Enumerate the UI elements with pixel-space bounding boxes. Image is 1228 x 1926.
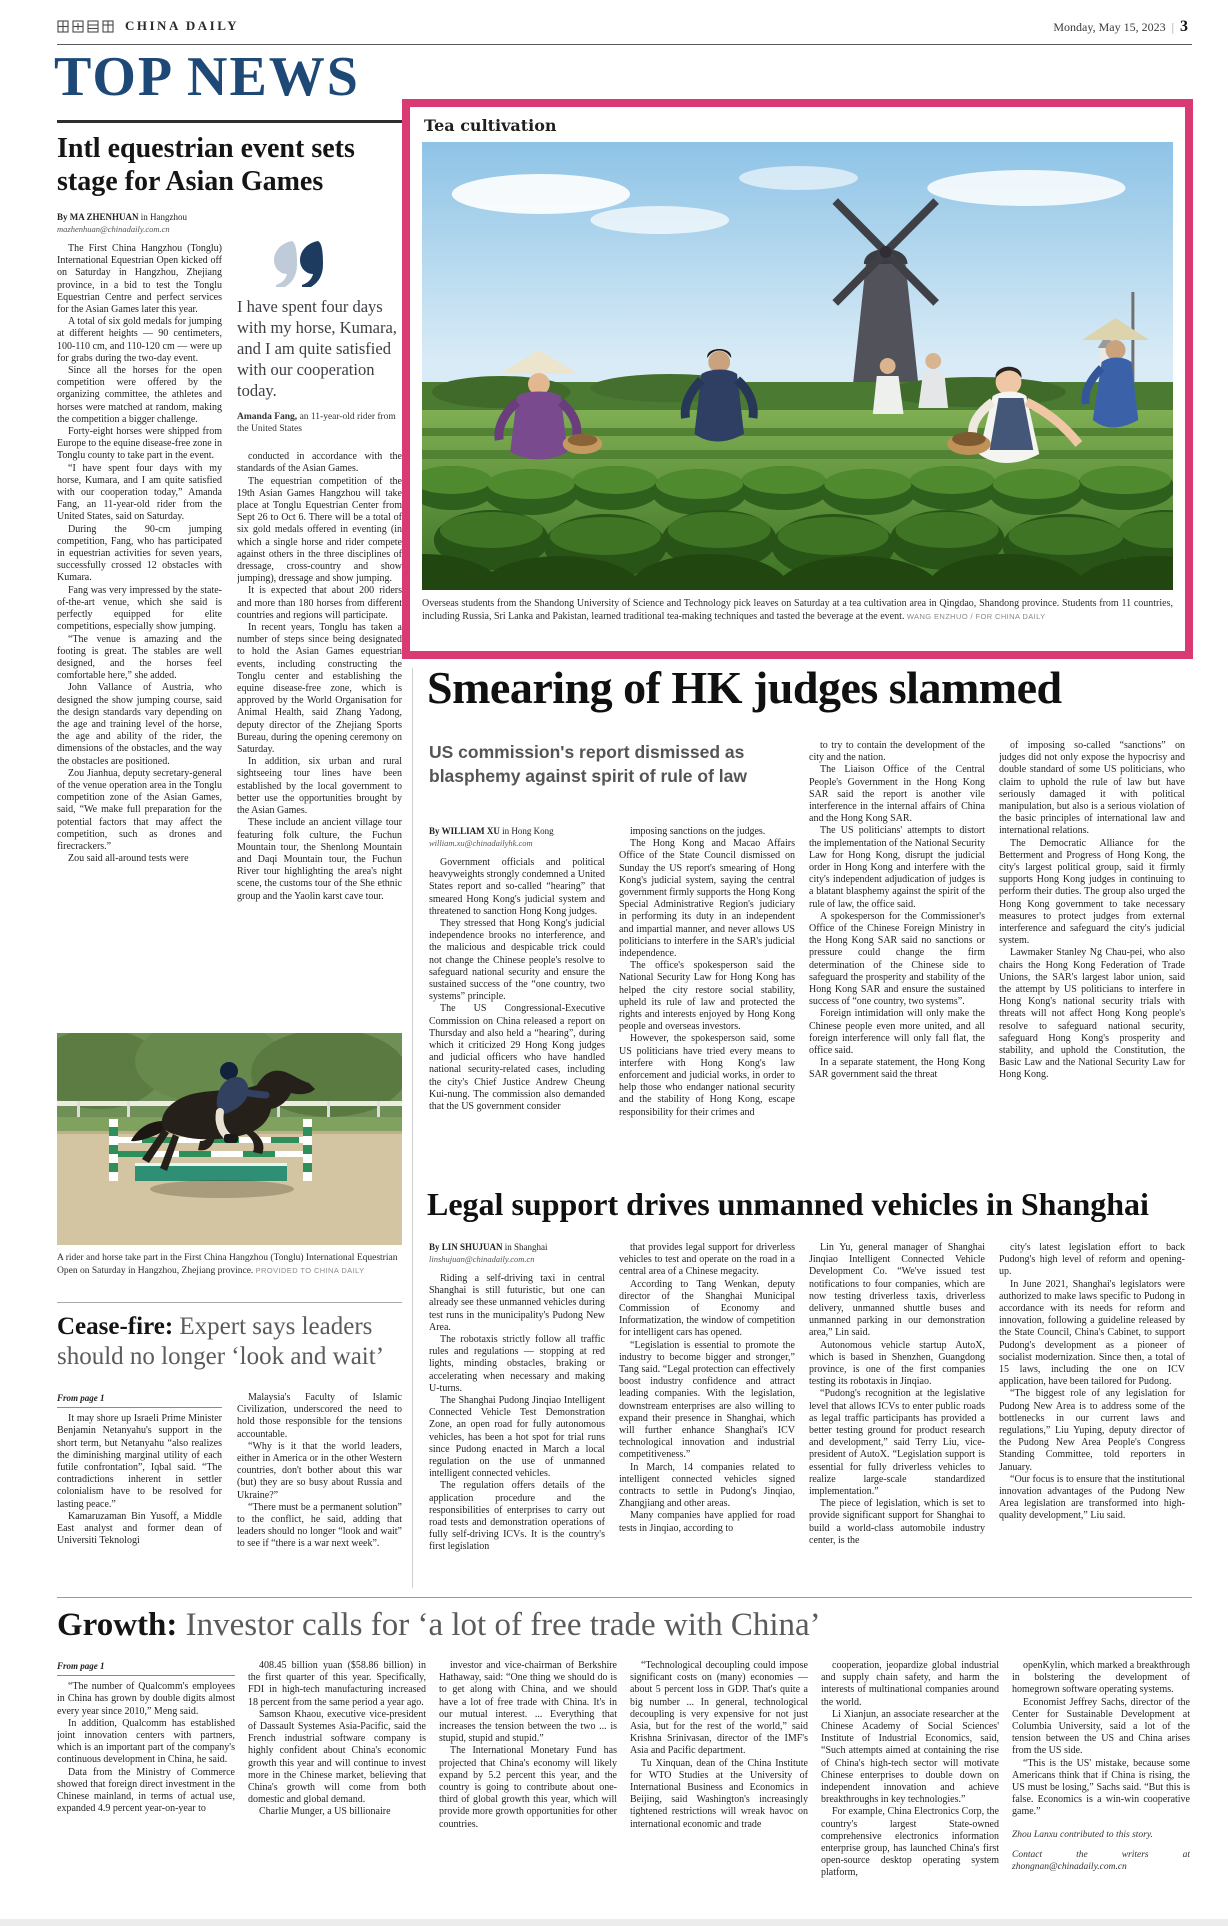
hk-headline: Smearing of HK judges slammed bbox=[427, 662, 1062, 713]
hk-body-3 bbox=[809, 740, 985, 1082]
body-paragraph: Samson Khaou, executive vice-president of Dassault Systemes Asia-Pacific, said the French industrial software company is highly confident about China's economic growth this year and will continue to invest more in the Chinese market, believing that China's growth will come from both domestic and global demand. bbox=[248, 1708, 426, 1806]
byline-email: linshujuan@chinadaily.com.cn bbox=[429, 1254, 535, 1264]
body-paragraph: Lin Yu, general manager of Shanghai Jinqiao Intelligent Connected Vehicle Development Co. “We've issued test notifications to four companies, which are now testing driverless taxis, driverless delivery, unmanned shuttle buses and unmanned parking in our demonstration area,” Lin said. bbox=[809, 1242, 985, 1339]
body-paragraph: “This is the US' mistake, because some Americans think that if China is rising, the US must be losing,” Sachs said. “But this is false. Economics is a win-win cooperative game.” bbox=[1012, 1757, 1190, 1818]
body-paragraph: Zou Jianhua, deputy secretary-general of the venue operation area in the Tonglu competition zone of the Asian Games, said, “We make full preparation for the potential factors that may affect the competition, such as drones and firecrackers.” bbox=[57, 767, 222, 852]
body-paragraph: “Why is it that the world leaders, either in America or in the other Western countries, don't bother about this war (but) they are so busy about Russia and Ukraine?” bbox=[237, 1440, 402, 1501]
body-paragraph: The Liaison Office of the Central People's Government in the Hong Kong SAR said the report is another vile interference in the internal affairs of China and the Hong Kong SAR. bbox=[809, 764, 985, 825]
tea-photo-illustration bbox=[422, 142, 1173, 590]
body-paragraph: Government officials and political heavyweights strongly condemned a United States report and so-called “hearing” that smeared Hong Kong's judicial system and threatened to sanction Hong Kong judges. bbox=[429, 857, 605, 917]
growth-col-6 bbox=[1012, 1660, 1190, 1912]
headline-kicker: Growth: bbox=[57, 1607, 178, 1643]
body-paragraph: However, the spokesperson said, some US politicians have tried every means to interfere with Hong Kong's law enforcement and judicial works, in order to help those who endanger national security and the stability of Hong Kong, escape responsibility for their crimes and bbox=[619, 1033, 795, 1118]
article-equestrian bbox=[57, 132, 402, 198]
growth-col-1 bbox=[57, 1660, 235, 1912]
body-paragraph: In addition, six urban and rural sightseeing tour lines have been established by the local government to better use the opportunities brought by the Asian Games. bbox=[237, 756, 402, 817]
body-paragraph: In addition, Qualcomm has established joint innovation centers with partners, which is an important part of the company's continuous development in China, he said. bbox=[57, 1717, 235, 1766]
body-paragraph: The regulation offers details of the application procedure and the responsibilities of enterprises to carry out road tests and demonstration operations of fully self-driving ICVs. It is the country's first legislation bbox=[429, 1480, 605, 1553]
body-paragraph: city's latest legislation effort to back Pudong's high level of reform and opening-up. bbox=[999, 1242, 1185, 1278]
pull-quote bbox=[237, 240, 402, 435]
column-divider bbox=[412, 668, 413, 1588]
body-paragraph: The US Congressional-Executive Commission on China released a report on Thursday and also held a “hearing”, during which it criticized 29 Hong Kong judges and judicial officers who have handled national security-related cases, including the city's Chief Justice Andrew Cheung Kui-nung. The commission also demanded that the US government consider bbox=[429, 1003, 605, 1113]
body-paragraph: Economist Jeffrey Sachs, director of the Center for Sustainable Development at Columbia University, said a lot of the tension between the US and China arises from the US side. bbox=[1012, 1696, 1190, 1757]
headline-kicker: Cease-fire: bbox=[57, 1313, 174, 1340]
shanghai-body-3 bbox=[809, 1242, 985, 1547]
body-paragraph: “The venue is amazing and the footing is great. The stables are well designed, and the horses feel comfortable here,” she added. bbox=[57, 633, 222, 682]
body-paragraph: In a separate statement, the Hong Kong SAR government said the threat bbox=[809, 1057, 985, 1081]
contact-note: Contact the writers at zhongnan@chinadaily.com.cn bbox=[1012, 1849, 1190, 1873]
growth-body-6 bbox=[1012, 1660, 1190, 1819]
body-paragraph: Forty-eight horses were shipped from Europe to the equine disease-free zone in Tonglu county to take part in the event. bbox=[57, 426, 222, 462]
ceasefire-col-2 bbox=[237, 1392, 402, 1588]
byline-email: mazhenhuan@chinadaily.com.cn bbox=[57, 224, 170, 234]
shanghai-body-1 bbox=[429, 1273, 605, 1554]
shanghai-col-4 bbox=[999, 1242, 1185, 1570]
body-paragraph: John Vallance of Austria, who designed the show jumping course, said the design standards vary depending on the age and training level of the horse, the age and ability of the rider, the dimensions of the obstacles, and the way the obstacles are positioned. bbox=[57, 682, 222, 767]
body-paragraph: During the 90-cm jumping competition, Fang, who has participated in equestrian activities for seven years, successfully crossed 12 obstacles with Kumara. bbox=[57, 523, 222, 584]
body-paragraph: The US politicians' attempts to distort the implementation of the National Security Law for Hong Kong, disrupt the judicial order in Hong Kong and interfere with the city's independent adjudication of judges is a blatant blasphemy against the spirit of the rule of law, the office said. bbox=[809, 825, 985, 910]
body-paragraph: Lawmaker Stanley Ng Chau-pei, who also chairs the Hong Kong Federation of Trade Unions, the SAR's largest labor union, said the attempt by US politicians to interfere in Hong Kong's national security trials with threats will not affect Hong Kong people's resolve to safeguard national security, safeguard Hong Kong's prosperity and stability, and uphold the Constitution, the Basic Law and the National Security Law for Hong Kong. bbox=[999, 947, 1185, 1081]
growth-body-3 bbox=[439, 1660, 617, 1831]
china-daily-cn-logo bbox=[57, 19, 115, 34]
body-paragraph: “There must be a permanent solution” to the conflict, he said, adding that leaders should no longer “look and wait” to see if “there is a war next week”. bbox=[237, 1501, 402, 1550]
pull-quote-attribution: Amanda Fang, an 11-year-old rider from the United States bbox=[237, 412, 396, 435]
body-paragraph: The robotaxis strictly follow all traffic rules and regulations — stopping at red lights, minding obstacles, braking or accelerating when necessary and making U-turns. bbox=[429, 1334, 605, 1394]
body-paragraph: “Legislation is essential to promote the industry to become bigger and stronger,” Tang said. “Legal protection can effectively boost industry confidence and attract leading companies. With the legislation, downstream enterprises are also willing to expand their presence in Shanghai, which will further enhance Shanghai's ICV technological innovation and industrial competitiveness.” bbox=[619, 1339, 795, 1461]
body-paragraph: imposing sanctions on the judges. bbox=[630, 826, 766, 837]
body-paragraph: For example, China Electronics Corp, the country's largest State-owned comprehensive electronics information enterprise group, has launched China's first open-source desktop operating system platform, bbox=[821, 1806, 999, 1879]
tea-kicker: Tea cultivation bbox=[424, 116, 557, 135]
horse-photo-credit: PROVIDED TO CHINA DAILY bbox=[255, 1265, 365, 1275]
page-number: 3 bbox=[1180, 18, 1188, 35]
equestrian-col-2 bbox=[237, 212, 402, 1028]
body-paragraph: Zou said all-around tests were bbox=[68, 853, 189, 865]
body-paragraph: In recent years, Tonglu has taken a number of steps since being designated to hold the Asian Games equestrian events, including constructing the Tonglu center and establishing the equine disease-free zone, which is approved by the World Organisation for Animal Health, said Zhang Yadong, deputy director of the Zhejiang Sports Bureau, during the opening ceremony on Saturday. bbox=[237, 622, 402, 756]
ceasefire-headline: Cease-fire: Expert says leaders should no longer ‘look and wait’ bbox=[57, 1313, 385, 1370]
body-paragraph: According to Tang Wenkan, deputy director of the Shanghai Municipal Commission of Economy and Informatization, the window of competition for intelligent cars has opened. bbox=[619, 1278, 795, 1339]
body-paragraph: The International Monetary Fund has projected that China's economy will likely expand by 5.2 percent this year, and the country is going to contribute about one-third of global growth this year, which will provide more growth opportunities for other countries. bbox=[439, 1745, 617, 1830]
body-paragraph: Kamaruzaman Bin Yusoff, a Middle East analyst and former dean of Universiti Teknologi bbox=[57, 1510, 222, 1547]
shanghai-col-2 bbox=[619, 1242, 795, 1570]
body-paragraph: to try to contain the development of the city and the nation. bbox=[809, 740, 985, 764]
issue-date: Monday, May 15, 2023 bbox=[1053, 20, 1166, 34]
divider bbox=[57, 1302, 402, 1303]
growth-col-3 bbox=[439, 1660, 617, 1912]
hk-col-4 bbox=[999, 740, 1185, 1174]
article-hk-judges bbox=[427, 662, 1192, 1176]
equestrian-col-1 bbox=[57, 212, 222, 1028]
masthead-rule bbox=[57, 44, 1192, 45]
body-paragraph: Autonomous vehicle startup AutoX, which is based in Shenzhen, Guangdong province, is one of the first companies testing its robotaxis in Jinqiao. bbox=[809, 1339, 985, 1388]
horse-jump-photo bbox=[57, 1033, 402, 1245]
equestrian-headline: Intl equestrian event sets stage for Asian Games bbox=[57, 133, 355, 197]
body-paragraph: Charlie Munger, a US billionaire bbox=[259, 1806, 391, 1818]
body-paragraph: “I have spent four days with my horse, Kumara, and I am quite satisfied with our cooperation today,” Amanda Fang, an 11-year-old rider from the United States, said on Saturday. bbox=[57, 462, 222, 523]
hk-body-1 bbox=[429, 857, 605, 1113]
ceasefire-body-2 bbox=[237, 1392, 402, 1551]
body-paragraph: “Pudong's recognition at the legislative level that allows ICVs to enter public roads as legal traffic participants has provided a better testing ground for product research and development,” said Terry Liu, vice-president of AutoX. “Legislation support is essential for fully driverless vehicles to realize large-scale standardized implementation.” bbox=[809, 1388, 985, 1498]
shanghai-body-2 bbox=[619, 1242, 795, 1535]
divider bbox=[57, 1597, 1192, 1598]
highlight-box bbox=[402, 99, 1193, 659]
body-paragraph: It may shore up Israeli Prime Minister Benjamin Netanyahu's support in the short term, but Netanyahu “also realizes the diminishing marginal utility of each futile confrontation”, Iqbal said. “The contradictions inherent in settler colonialism have to be resolved for lasting peace.” bbox=[57, 1413, 222, 1510]
body-paragraph: “The biggest role of any legislation for Pudong New Area is to address some of the bottlenecks in our current laws and regulations,” Liu Yuping, deputy director of the Pudong New Area People's Congress Standing Committee, told reporters in January. bbox=[999, 1388, 1185, 1473]
section-title: TOP NEWS bbox=[54, 46, 360, 108]
hk-col-2 bbox=[619, 826, 795, 1174]
body-paragraph: cooperation, jeopardize global industrial and supply chain safety, and harm the interests of multinational companies around the world. bbox=[821, 1660, 999, 1708]
from-page-note: From page 1 bbox=[57, 1660, 235, 1676]
body-paragraph: The Shanghai Pudong Jinqiao Intelligent Connected Vehicle Test Demonstration Zone, an open road for fully autonomous vehicles, has been a hot spot for trial runs since Pudong enacted in March a local regulation on the use of unmanned intelligent connected vehicles. bbox=[429, 1395, 605, 1480]
body-paragraph: “The number of Qualcomm's employees in China has grown by double digits almost every year since 2010,” Meng said. bbox=[57, 1681, 235, 1717]
from-page-note: From page 1 bbox=[57, 1392, 222, 1408]
equestrian-body-2 bbox=[237, 451, 402, 903]
body-paragraph: The Democratic Alliance for the Betterment and Progress of Hong Kong, the city's largest political group, said it firmly supports Hong Kong judges in continuing to perform their duties. The group also urged the Hong Kong government to take necessary measures to protect judges from external interference and safeguard the city's judicial system. bbox=[999, 837, 1185, 947]
ceasefire-body-1 bbox=[57, 1413, 222, 1547]
dateline bbox=[1053, 18, 1188, 36]
masthead-title: CHINA DAILY bbox=[125, 18, 240, 33]
equestrian-byline: By MA ZHENHUAN in Hangzhou mazhenhuan@chinadaily.com.cn bbox=[57, 212, 222, 235]
byline-email: william.xu@chinadailyhk.com bbox=[429, 838, 533, 848]
body-paragraph: 408.45 billion yuan ($58.86 billion) in the first quarter of this year. Specifically, FDI in high-tech manufacturing increased 18 percent from the same period a year ago. bbox=[248, 1660, 426, 1708]
hk-subheadline: US commission's report dismissed as blasphemy against spirit of rule of law bbox=[429, 742, 747, 786]
horse-photo-illustration bbox=[57, 1033, 402, 1245]
tea-field-photo bbox=[422, 142, 1173, 590]
body-paragraph: Tu Xinquan, dean of the China Institute for WTO Studies at the University of International Business and Economics in Beijing, said Washington's increasingly tightened restrictions will wreak havoc on international economic and trade bbox=[630, 1757, 808, 1830]
hk-col-3 bbox=[809, 740, 985, 1174]
body-paragraph: openKylin, which marked a breakthrough in bolstering the development of homegrown software operating systems. bbox=[1012, 1660, 1190, 1696]
growth-body-2 bbox=[248, 1660, 426, 1819]
shanghai-byline: By LIN SHUJUAN in Shanghai linshujuan@chinadaily.com.cn bbox=[429, 1242, 605, 1265]
shanghai-col-1 bbox=[429, 1242, 605, 1570]
body-paragraph: They stressed that Hong Kong's judicial independence brooks no interference, and the malicious and despicable trick could not change the Chinese people's resolve to safeguard national security and ensure the sustained success of the “one country, two systems” principle. bbox=[429, 918, 605, 1003]
hk-body-4 bbox=[999, 740, 1185, 1082]
growth-body-4 bbox=[630, 1660, 808, 1831]
article-growth bbox=[57, 1606, 1192, 1644]
pull-quote-text: I have spent four days with my horse, Kumara, and I am quite satisfied with our cooperation today. bbox=[237, 297, 397, 401]
body-paragraph: A total of six gold medals for jumping at different heights — 90 centimeters, 100-110 cm, and 110-120 cm — were up for grabs during the two-day event. bbox=[57, 316, 222, 364]
body-paragraph: of imposing so-called “sanctions” on judges did not only expose the hypocrisy and double standard of some US politicians, who claim to uphold the rule of law but have seriously damaged it with political manipulation, but also is a serious violation of the basic principles of international law and international relations. bbox=[999, 740, 1185, 837]
body-paragraph: Fang was very impressed by the state-of-the-art venue, which she said is perfectly equipped for elite competitions, especially show jumping. bbox=[57, 584, 222, 633]
ceasefire-col-1 bbox=[57, 1392, 222, 1588]
hk-body-2 bbox=[619, 826, 795, 1119]
body-paragraph: Since all the horses for the open competition were offered by the organizing committee, the athletes and horses were matched at random, making the competition a bigger challenge. bbox=[57, 365, 222, 425]
body-paragraph: The piece of legislation, which is set to provide significant support for Shanghai to build a world-class automobile industry center, is the bbox=[809, 1498, 985, 1546]
body-paragraph: “Technological decoupling could impose significant costs on (many) economies — about 5 percent loss in GDP. That's quite a big number ... In general, technological decoupling is very expensive for not just Asia, but for the rest of the world,” said Krishna Srinivasan, director of the IMF's Asia and Pacific department. bbox=[630, 1660, 808, 1757]
tea-photo-caption: Overseas students from the Shandong University of Science and Technology pick leaves on Saturday at a tea cultivation area in Qingdao, Shandong province. Students from 11 countries, including Russia, Sri Lanka and Pakistan, learned traditional tea-making techniques and tasted the beverage at the event. WANG ENZHUO / FOR CHINA DAILY bbox=[422, 598, 1173, 622]
page-edge bbox=[0, 1919, 1228, 1926]
growth-col-2 bbox=[248, 1660, 426, 1912]
growth-body-1 bbox=[57, 1681, 235, 1815]
body-paragraph: Li Xianjun, an associate researcher at the Chinese Academy of Social Sciences' Institute of Industrial Economics, said, “Such attempts aimed at containing the rise of China's high-tech sector will motivate Chinese enterprises to double down on independent innovation and achieve breakthroughs in key technologies.” bbox=[821, 1708, 999, 1806]
horse-photo-caption: A rider and horse take part in the First China Hangzhou (Tonglu) International Equestrian Open on Saturday in Hangzhou, Zhejiang province. PROVIDED TO CHINA DAILY bbox=[57, 1253, 398, 1276]
article-shanghai-icv bbox=[427, 1186, 1192, 1574]
body-paragraph: The office's spokesperson said the National Security Law for Hong Kong has helped the city restore social stability, upheld its rule of law and protected the rights and interests enjoyed by Hong Kong people and overseas investors. bbox=[619, 960, 795, 1033]
shanghai-col-3 bbox=[809, 1242, 985, 1570]
body-paragraph: Malaysia's Faculty of Islamic Civilization, underscored the need to hold those responsible for the tensions accountable. bbox=[237, 1392, 402, 1440]
growth-columns bbox=[57, 1660, 1192, 1912]
masthead-logo bbox=[57, 18, 239, 34]
body-paragraph: that provides legal support for driverless vehicles to test and operate on the road in a central area of a Chinese megacity. bbox=[619, 1242, 795, 1278]
growth-headline: Growth: Investor calls for ‘a lot of free trade with China’ bbox=[57, 1607, 821, 1643]
body-paragraph: The Hong Kong and Macao Affairs Office of the State Council dismissed on Sunday the US report's smearing of Hong Kong's judicial system, saying the central government firmly supports the Hong Kong Special Administrative Region's judiciary in performing its duty in an independent and impartial manner, and never allows US politicians to interfere in the SAR's judicial independence. bbox=[619, 838, 795, 960]
growth-col-4 bbox=[630, 1660, 808, 1912]
growth-col-5 bbox=[821, 1660, 999, 1912]
body-paragraph: In March, 14 companies related to intelligent connected vehicles signed contracts to settle in Pudong's Jinqiao, Zhangjiang and other areas. bbox=[619, 1461, 795, 1510]
body-paragraph: The First China Hangzhou (Tonglu) International Equestrian Open kicked off on Saturday in Hangzhou, Zhejiang province, in a bid to test the Tonglu Equestrian Centre and perfect services for the Asian Games later this year. bbox=[57, 243, 222, 316]
body-paragraph: In June 2021, Shanghai's legislators were authorized to make laws specific to Pudong in accordance with its needs for reform and innovation, following a guideline released by the State Council, China's Cabinet, to support Pudong's development as a pioneer of socialist modernization. Since then, a total of 15 laws, including the one on ICV application, have been tailored for Pudong. bbox=[999, 1278, 1185, 1388]
body-paragraph: A spokesperson for the Commissioner's Office of the Chinese Foreign Ministry in the Hong Kong SAR said no sanctions or pressure could change the firm determination of the Chinese side to safeguard the prosperity and stability of the Hong Kong SAR and ensure the sustained success of “one country, two systems”. bbox=[809, 910, 985, 1008]
quote-icon bbox=[271, 240, 402, 292]
body-paragraph: Foreign intimidation will only make the Chinese people even more united, and all foreign interference will only fall flat, the office said. bbox=[809, 1008, 985, 1057]
body-paragraph: conducted in accordance with the standards of the Asian Games. bbox=[237, 451, 402, 475]
body-paragraph: Data from the Ministry of Commerce showed that foreign direct investment in the Chinese mainland, in terms of actual use, expanded 4.9 percent year-on-year to bbox=[57, 1766, 235, 1815]
body-paragraph: It is expected that about 200 riders and more than 180 horses from different countries and regions will participate. bbox=[237, 585, 402, 621]
equestrian-body-1 bbox=[57, 243, 222, 865]
body-paragraph: These include an ancient village tour featuring folk culture, the Fuchun Mountain tour, the Shenlong Mountain and Daqi Mountain tour, the Fuchun River tour highlighting the area's night scene, the customs tour of the She ethnic group and the Yaolin karst cave tour. bbox=[237, 817, 402, 902]
body-paragraph: Many companies have applied for road tests in Jinqiao, according to bbox=[619, 1510, 795, 1534]
article-ceasefire bbox=[57, 1312, 402, 1372]
tea-photo-credit: WANG ENZHUO / FOR CHINA DAILY bbox=[906, 612, 1046, 621]
date-separator: | bbox=[1171, 20, 1174, 34]
equestrian-columns bbox=[57, 212, 402, 1028]
body-paragraph: “Our focus is to ensure that the institutional innovation advantages of the Pudong New Area legislation are transformed into high-quality development,” Liu said. bbox=[999, 1473, 1185, 1522]
contributor-note: Zhou Lanxu contributed to this story. bbox=[1012, 1829, 1153, 1840]
shanghai-body-4 bbox=[999, 1242, 1185, 1523]
hk-col-1 bbox=[429, 826, 605, 1174]
body-paragraph: The equestrian competition of the 19th Asian Games Hangzhou will take place at Tonglu Equestrian Center from Sept 26 to Oct 6. There will be a total of six gold medals offered in eventing (in which a single horse and rider compete against others in the three disciplines of dressage, cross-country and show jumping), dressage and show jumping. bbox=[237, 475, 402, 585]
body-paragraph: investor and vice-chairman of Berkshire Hathaway, said: “One thing we should do is to get along with China, and we should have a lot of free trade with China. It's in our mutual interest. ... Everything that increases the tension between the two ... is stupid, stupid and stupid.” bbox=[439, 1660, 617, 1745]
shanghai-headline: Legal support drives unmanned vehicles in Shanghai bbox=[427, 1186, 1149, 1222]
ceasefire-columns bbox=[57, 1392, 402, 1588]
body-paragraph: Riding a self-driving taxi in central Shanghai is still futuristic, but one can already see these unmanned vehicles during test runs in the municipality's Pudong New Area. bbox=[429, 1273, 605, 1333]
hk-byline: By WILLIAM XU in Hong Kong william.xu@chinadailyhk.com bbox=[429, 826, 605, 849]
growth-body-5 bbox=[821, 1660, 999, 1880]
